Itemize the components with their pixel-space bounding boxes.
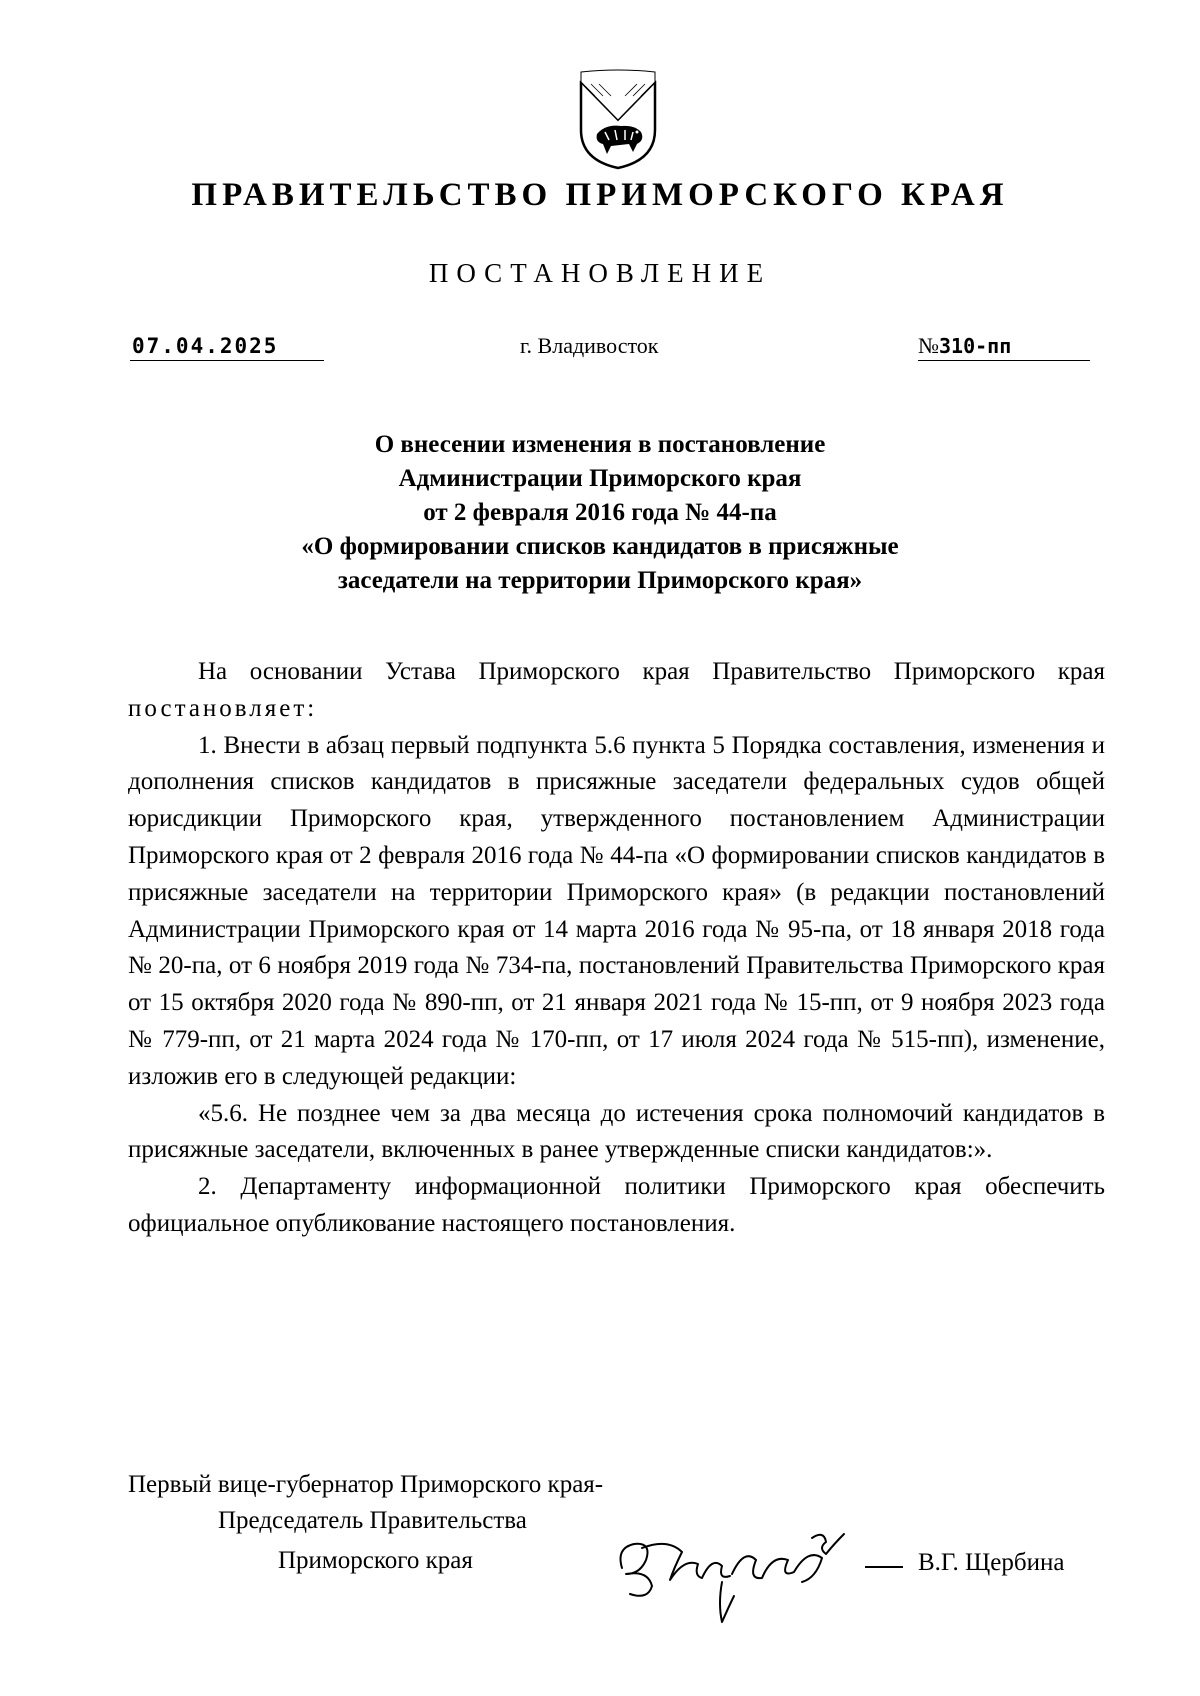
signatory-position-line1: Первый вице-губернатор Приморского края- — [128, 1471, 604, 1498]
body-paragraph-intro — [128, 654, 1105, 728]
organization-title: ПРАВИТЕЛЬСТВО ПРИМОРСКОГО КРАЯ — [191, 177, 1009, 213]
document-subject — [160, 428, 1040, 598]
body-paragraph-item1: 1. Внести в абзац первый подпункта 5.6 пункта 5 Порядка составления, изменения и дополнения списков кандидатов в присяжные заседатели федеральных судов общей юрисдикции Приморского края, утвержденного постановлением Администрации Приморского края от 2 февраля 2016 года № 44-па «О формировании списков кандидатов в присяжные заседатели на территории Приморского края» (в редакции постановлений Администрации Приморского края от 14 марта 2016 года № 95-па, от 18 января 2018 года № 20-па, от 6 ноября 2019 года № 734-па, постановлений Правительства Приморского края от 15 октября 2020 года № 890-пп, от 21 января 2021 года № 15-пп, от 9 ноября 2023 года № 779-пп, от 21 марта 2024 года № 170-пп, от 17 июля 2024 года № 515-пп), изменение, изложив его в следующей редакции: — [128, 731, 1105, 1090]
subject-line: «О формировании списков кандидатов в присяжные — [301, 533, 899, 560]
body-paragraph-quote: «5.6. Не позднее чем за два месяца до истечения срока полномочий кандидатов в присяжные заседатели, включенных в ранее утвержденные списки кандидатов:». — [128, 1099, 1105, 1164]
signatory-position-line3: Приморского края — [278, 1547, 473, 1574]
document-city: г. Владивосток — [520, 333, 659, 358]
subject-line: О внесении изменения в постановление — [374, 431, 826, 458]
document-type: ПОСТАНОВЛЕНИЕ — [428, 258, 772, 288]
handwritten-signature — [612, 1508, 870, 1628]
document-date: 07.04.2025 — [130, 332, 324, 361]
number-value: 310-пп — [939, 334, 1012, 358]
body-paragraph-item2: 2. Департаменту информационной политики Приморского края обеспечить официальное опубликование настоящего постановления. — [128, 1173, 1105, 1237]
subject-line: от 2 февраля 2016 года № 44-па — [423, 499, 777, 526]
signatory-name: В.Г. Щербина — [918, 1549, 1065, 1576]
coat-of-arms-emblem — [575, 68, 661, 170]
document-number — [918, 332, 1090, 361]
subject-line: Администрации Приморского края — [398, 465, 802, 492]
subject-line: заседатели на территории Приморского края» — [337, 567, 863, 594]
number-sign: № — [918, 333, 939, 358]
signature-dash — [865, 1566, 903, 1568]
intro-text: На основании Устава Приморского края Правительство Приморского края — [198, 658, 1105, 685]
document-body — [128, 654, 1105, 1243]
intro-verb: постановляет: — [128, 694, 318, 722]
signatory-position-line2: Председатель Правительства — [218, 1507, 527, 1534]
